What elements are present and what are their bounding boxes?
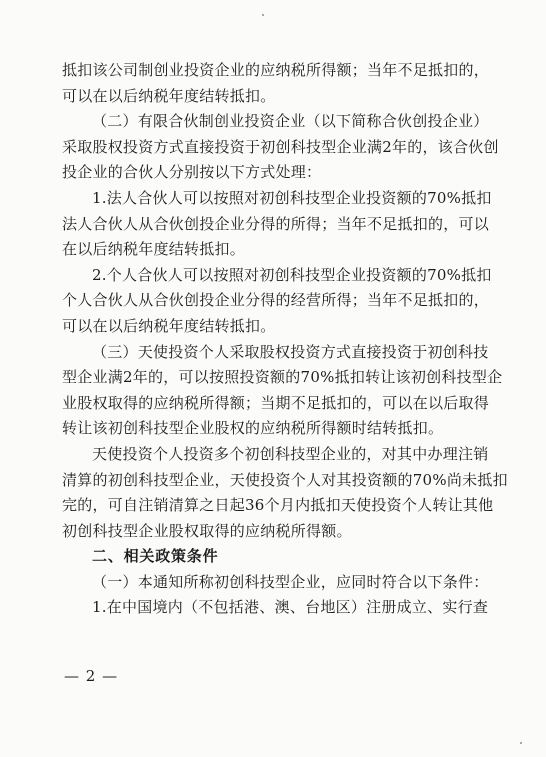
body-line: 在以后纳税年度结转抵扣。 bbox=[62, 240, 246, 259]
body-line: 法人合伙人从合伙创投企业分得的所得；当年不足抵扣的，可以 bbox=[62, 214, 490, 233]
body-line: 可以在以后纳税年度结转抵扣。 bbox=[62, 316, 276, 335]
section-heading-policy-conditions: 二、相关政策条件 bbox=[92, 547, 219, 566]
section-3-angel-investor: （三）天使投资个人采取股权投资方式直接投资于初创科技 bbox=[92, 342, 489, 361]
body-line: 完的，可自注销清算之日起36个月内抵扣天使投资个人转让其他 bbox=[62, 496, 494, 515]
angel-multiple-investments: 天使投资个人投资多个初创科技型企业的，对其中办理注销 bbox=[92, 444, 489, 463]
condition-1: 1.在中国境内（不包括港、澳、台地区）注册成立、实行查 bbox=[92, 598, 489, 617]
scan-speck bbox=[520, 742, 522, 744]
body-line: 转让该初创科技型企业股权的应纳税所得额时结转抵扣。 bbox=[62, 419, 444, 438]
document-body bbox=[62, 58, 508, 621]
body-line: 采取股权投资方式直接投资于初创科技型企业满2年的，该合伙创 bbox=[62, 137, 499, 156]
body-line: 个人合伙人从合伙创投企业分得的经营所得；当年不足抵扣的， bbox=[62, 291, 490, 310]
section-2-intro: （二）有限合伙制创业投资企业（以下简称合伙创投企业） bbox=[92, 112, 489, 131]
page-number: — 2 — bbox=[64, 667, 119, 685]
body-line: 清算的初创科技型企业，天使投资个人对其投资额的70%尚未抵扣 bbox=[62, 470, 508, 489]
item-1-corporate-partner: 1.法人合伙人可以按照对初创科技型企业投资额的70%抵扣 bbox=[92, 188, 492, 207]
body-line: 可以在以后纳税年度结转抵扣。 bbox=[62, 86, 276, 105]
body-line: 业股权取得的应纳税所得额；当期不足抵扣的，可以在以后取得 bbox=[62, 393, 490, 412]
body-line: 抵扣该公司制创业投资企业的应纳税所得额；当年不足抵扣的， bbox=[62, 61, 490, 79]
body-line: 投企业的合伙人分别按以下方式处理： bbox=[62, 163, 322, 182]
body-line: 初创科技型企业股权取得的应纳税所得额。 bbox=[62, 521, 352, 540]
scan-speck bbox=[262, 14, 264, 16]
condition-intro: （一）本通知所称初创科技型企业，应同时符合以下条件： bbox=[92, 572, 489, 591]
item-2-individual-partner: 2.个人合伙人可以按照对初创科技型企业投资额的70%抵扣 bbox=[92, 265, 492, 284]
body-line: 型企业满2年的，可以按照投资额的70%抵扣转让该初创科技型企 bbox=[62, 368, 503, 387]
